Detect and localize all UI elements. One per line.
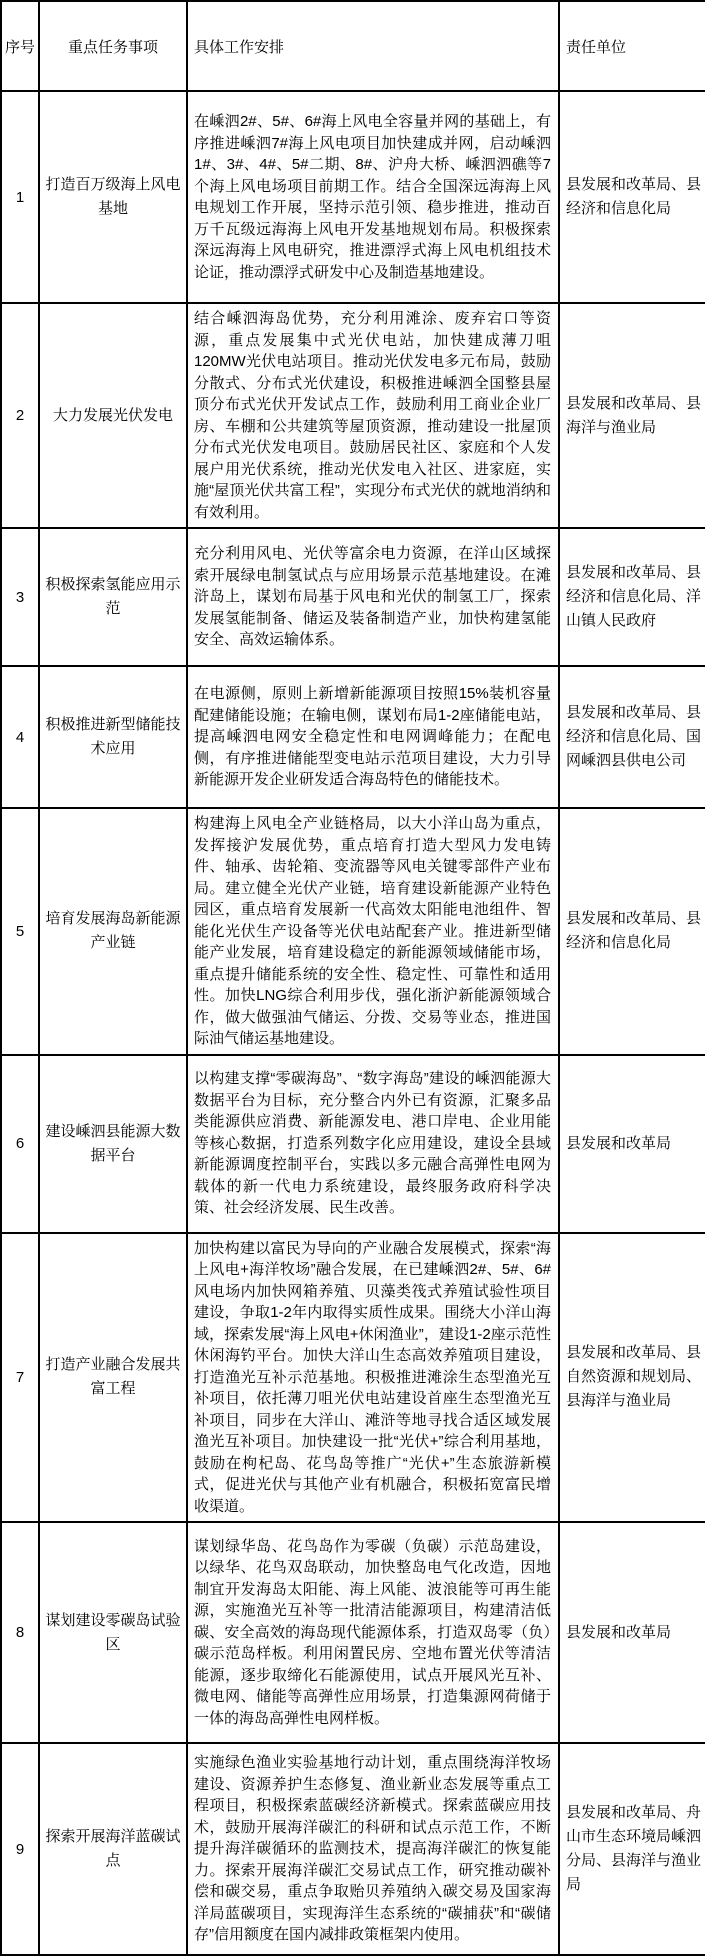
row-work-plan: 在电源侧，原则上新增新能源项目按照15%装机容量配建储能设施；在输电侧，谋划布局1-2座储能电站，提高嵊泗电网安全稳定性和电网调峰能力；在配电侧，有序推进储能型变电站示范项目建设，大力引导新能源开发企业研发适合海岛特色的储能技术。 xyxy=(187,666,559,808)
row-key-task: 大力发展光伏发电 xyxy=(39,303,187,528)
table-row xyxy=(1,303,705,528)
row-key-task: 积极推进新型储能技术应用 xyxy=(39,666,187,808)
table-row xyxy=(1,1743,705,1955)
row-key-task: 谋划建设零碳岛试验区 xyxy=(39,1522,187,1743)
row-responsible-unit: 县发展和改革局、县海洋与渔业局 xyxy=(559,303,705,528)
header-responsible-unit: 责任单位 xyxy=(559,1,705,91)
row-serial-number: 9 xyxy=(1,1743,39,1955)
row-key-task: 培育发展海岛新能源产业链 xyxy=(39,808,187,1055)
row-responsible-unit: 县发展和改革局、舟山市生态环境局嵊泗分局、县海洋与渔业局 xyxy=(559,1743,705,1955)
row-responsible-unit: 县发展和改革局、县经济和信息化局 xyxy=(559,91,705,303)
row-work-plan: 在嵊泗2#、5#、6#海上风电全容量并网的基础上，有序推进嵊泗7#海上风电项目加快建成并网，启动嵊泗1#、3#、4#、5#二期、8#、沪舟大桥、嵊泗泗礁等7个海上风电场项目前期工作。结合全国深远海海上风电规划工作开展，坚持示范引领、稳步推进，推动百万千瓦级远海海上风电开发基地规划布局。积极探索深远海海上风电研究，推进漂浮式海上风电机组技术论证，推动漂浮式研发中心及制造基地建设。 xyxy=(187,91,559,303)
row-serial-number: 2 xyxy=(1,303,39,528)
row-serial-number: 3 xyxy=(1,528,39,666)
table-row xyxy=(1,528,705,666)
table-row xyxy=(1,666,705,808)
row-key-task: 积极探索氢能应用示范 xyxy=(39,528,187,666)
table-row xyxy=(1,1055,705,1233)
row-responsible-unit: 县发展和改革局、县经济和信息化局、洋山镇人民政府 xyxy=(559,528,705,666)
table-row xyxy=(1,808,705,1055)
row-work-plan: 充分利用风电、光伏等富余电力资源，在洋山区域探索开展绿电制氢试点与应用场景示范基地建设。在滩浒岛上，谋划布局基于风电和光伏的制氢工厂，探索发展氢能制备、储运及装备制造产业，加快构建氢能安全、高效运输体系。 xyxy=(187,528,559,666)
table-row xyxy=(1,1233,705,1523)
row-serial-number: 5 xyxy=(1,808,39,1055)
table-header-row xyxy=(1,1,705,91)
row-work-plan: 实施绿色渔业实验基地行动计划，重点围绕海洋牧场建设、资源养护生态修复、渔业新业态发展等重点工程项目，积极探索蓝碳经济新模式。探索蓝碳应用技术，鼓励开展海洋碳汇的科研和试点示范工作，不断提升海洋碳循环的监测技术，提高海洋碳汇的恢复能力。探索开展海洋碳汇交易试点工作，研究推动碳补偿和碳交易，重点争取贻贝养殖纳入碳交易及国家海洋局蓝碳项目，实现海洋生态系统的“碳捕获”和“碳储存”信用额度在国内减排政策框架内使用。 xyxy=(187,1743,559,1955)
row-responsible-unit: 县发展和改革局、县自然资源和规划局、县海洋与渔业局 xyxy=(559,1233,705,1523)
row-key-task: 打造产业融合发展共富工程 xyxy=(39,1233,187,1523)
row-work-plan: 谋划绿华岛、花鸟岛作为零碳（负碳）示范岛建设，以绿华、花鸟双岛联动，加快整岛电气化改造，因地制宜开发海岛太阳能、海上风能、波浪能等可再生能源，实施渔光互补等一批清洁能源项目，构建清洁低碳、安全高效的海岛现代能源体系，打造双岛零（负）碳示范岛样板。利用闲置民房、空地布置光伏等清洁能源，逐步取缔化石能源使用，试点开展风光互补、微电网、储能等高弹性应用场景，打造集源网荷储于一体的海岛高弹性电网样板。 xyxy=(187,1522,559,1743)
row-work-plan: 结合嵊泗海岛优势，充分利用滩涂、废弃宕口等资源，重点发展集中式光伏电站，加快建成薄刀咀120MW光伏电站项目。推动光伏发电多元布局，鼓励分散式、分布式光伏建设，积极推进嵊泗全国整县屋顶分布式光伏开发试点工作，鼓励利用工商业企业厂房、车棚和公共建筑等屋顶资源，推动建设一批屋顶分布式光伏发电项目。鼓励居民社区、家庭和个人发展户用光伏系统，推动光伏发电入社区、进家庭，实施“屋顶光伏共富工程”，实现分布式光伏的就地消纳和有效利用。 xyxy=(187,303,559,528)
row-serial-number: 6 xyxy=(1,1055,39,1233)
row-responsible-unit: 县发展和改革局、县经济和信息化局 xyxy=(559,808,705,1055)
row-key-task: 打造百万级海上风电基地 xyxy=(39,91,187,303)
row-serial-number: 4 xyxy=(1,666,39,808)
row-serial-number: 8 xyxy=(1,1522,39,1743)
row-responsible-unit: 县发展和改革局 xyxy=(559,1055,705,1233)
row-work-plan: 构建海上风电全产业链格局，以大小洋山岛为重点，发挥接沪发展优势，重点培育打造大型风力发电铸件、轴承、齿轮箱、变流器等风电关键零部件产业布局。建立健全光伏产业链，培育建设新能源产业特色园区，重点培育发展新一代高效太阳能电池组件、智能化光伏生产设备等光伏电站配套产业。推进新型储能产业发展，培育建设稳定的新能源领域储能市场，重点提升储能系统的安全性、稳定性、可靠性和适用性。加快LNG综合利用步伐，强化浙沪新能源领域合作，做大做强油气储运、分拨、交易等业态，推进国际油气储运基地建设。 xyxy=(187,808,559,1055)
row-work-plan: 以构建支撑“零碳海岛”、“数字海岛”建设的嵊泗能源大数据平台为目标，充分整合内外已有资源，汇聚多品类能源供应消费、新能源发电、港口岸电、企业用能等核心数据，打造系列数字化应用建设，建设全县域新能源调度控制平台，实践以多元融合高弹性电网为载体的新一代电力系统建设，最终服务政府科学决策、社会经济发展、民生改善。 xyxy=(187,1055,559,1233)
row-responsible-unit: 县发展和改革局 xyxy=(559,1522,705,1743)
row-work-plan: 加快构建以富民为导向的产业融合发展模式，探索“海上风电+海洋牧场”融合发展，在已建嵊泗2#、5#、6#风电场内加快网箱养殖、贝藻类筏式养殖试验性项目建设，争取1-2年内取得实质性成果。围绕大小洋山海域，探索发展“海上风电+休闲渔业”，建设1-2座示范性休闲海钓平台。加快大洋山生态高效养殖项目建设，打造渔光互补示范基地。积极推进滩涂生态型渔光互补项目，依托薄刀咀光伏电站建设首座生态型渔光互补项目，同步在大洋山、滩浒等地寻找合适区域发展渔光互补项目。加快建设一批“光伏+”综合利用基地，鼓励在枸杞岛、花鸟岛等推广“光伏+”生态旅游新模式，促进光伏与其他产业有机融合，积极拓宽富民增收渠道。 xyxy=(187,1233,559,1523)
header-key-task: 重点任务事项 xyxy=(39,1,187,91)
row-key-task: 建设嵊泗县能源大数据平台 xyxy=(39,1055,187,1233)
row-key-task: 探索开展海洋蓝碳试点 xyxy=(39,1743,187,1955)
row-serial-number: 1 xyxy=(1,91,39,303)
table-row xyxy=(1,91,705,303)
row-serial-number: 7 xyxy=(1,1233,39,1523)
header-serial-number: 序号 xyxy=(1,1,39,91)
table-row xyxy=(1,1522,705,1743)
header-work-plan: 具体工作安排 xyxy=(187,1,559,91)
row-responsible-unit: 县发展和改革局、县经济和信息化局、国网嵊泗县供电公司 xyxy=(559,666,705,808)
